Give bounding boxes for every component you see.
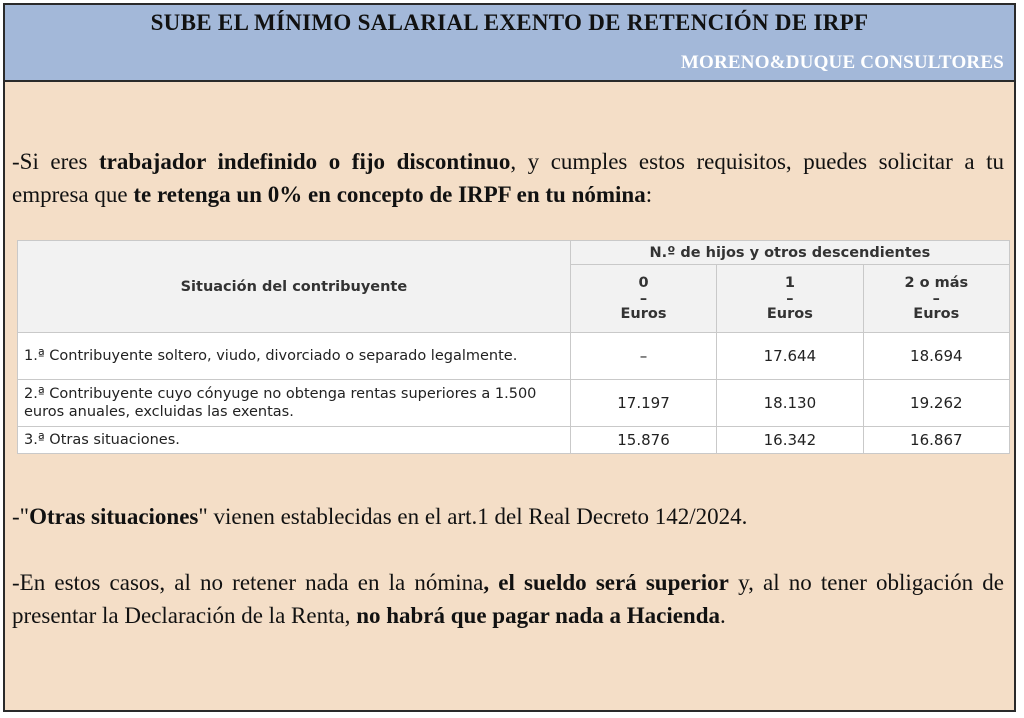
column-dash: – bbox=[786, 290, 794, 307]
value-cell: 19.262 bbox=[863, 380, 1009, 427]
note2-bold-1: , el sueldo será superior bbox=[483, 570, 729, 595]
intro-bold-1: trabajador indefinido o fijo discontinuo bbox=[99, 149, 511, 174]
note-other-situations bbox=[12, 500, 1004, 533]
column-unit: Euros bbox=[913, 305, 960, 322]
column-dash: – bbox=[639, 290, 648, 307]
note-consequences bbox=[12, 566, 1004, 632]
children-column-header: N.º de hijos y otros descendientes bbox=[570, 241, 1009, 265]
intro-paragraph bbox=[12, 145, 1004, 211]
page-title: SUBE EL MÍNIMO SALARIAL EXENTO DE RETENCIÓN DE IRPF bbox=[150, 10, 869, 35]
value-cell: – bbox=[570, 333, 716, 380]
note2-text-1: -En estos casos, al no retener nada en la nómina bbox=[12, 570, 484, 595]
situation-column-header: Situación del contribuyente bbox=[18, 241, 571, 333]
note2-text-2: y, al no tener obligación de presentar la Declaración de la Renta, bbox=[12, 570, 1004, 628]
intro-text-3: : bbox=[645, 182, 653, 207]
header-band bbox=[5, 5, 1014, 82]
column-unit: Euros bbox=[766, 305, 813, 322]
value-cell: 18.694 bbox=[863, 333, 1009, 380]
value-cell: 18.130 bbox=[717, 380, 863, 427]
children-count: 2 o más bbox=[904, 274, 969, 291]
situation-cell: 1.ª Contribuyente soltero, viudo, divorciado o separado legalmente. bbox=[18, 333, 571, 380]
tax-table-container bbox=[17, 240, 1010, 454]
column-dash: – bbox=[932, 290, 940, 307]
value-cell: 17.644 bbox=[717, 333, 863, 380]
value-cell: 17.197 bbox=[570, 380, 716, 427]
children-column-1 bbox=[717, 265, 863, 333]
table-row bbox=[18, 427, 1010, 454]
note2-bold-2: no habrá que pagar nada a Hacienda bbox=[356, 603, 721, 628]
table-row bbox=[18, 380, 1010, 427]
value-cell: 15.876 bbox=[570, 427, 716, 454]
situation-cell: 2.ª Contribuyente cuyo cónyuge no obtenga rentas superiores a 1.500 euros anuales, excluidas las exentas. bbox=[18, 380, 571, 427]
intro-text-2: , y cumples estos requisitos, puedes solicitar a tu empresa que bbox=[12, 149, 1004, 207]
tax-table bbox=[17, 240, 1010, 454]
intro-text-1: -Si eres bbox=[12, 149, 99, 174]
children-column-2 bbox=[863, 265, 1009, 333]
table-row bbox=[18, 333, 1010, 380]
children-column-0 bbox=[570, 265, 716, 333]
intro-bold-2: te retenga un 0% en concepto de IRPF en tu nómina bbox=[133, 182, 646, 207]
column-unit: Euros bbox=[620, 305, 667, 322]
value-cell: 16.867 bbox=[863, 427, 1009, 454]
children-count: 0 bbox=[638, 274, 649, 291]
company-name: MORENO&DUQUE CONSULTORES bbox=[680, 52, 1004, 73]
situation-cell: 3.ª Otras situaciones. bbox=[18, 427, 571, 454]
note1-text-1: -" bbox=[12, 504, 30, 529]
children-count: 1 bbox=[784, 274, 795, 291]
note1-text-2: " vienen establecidas en el art.1 del Real Decreto 142/2024. bbox=[198, 504, 748, 529]
note2-text-3: . bbox=[720, 603, 726, 628]
value-cell: 16.342 bbox=[717, 427, 863, 454]
table-header-row bbox=[18, 241, 1010, 265]
note1-bold: Otras situaciones bbox=[29, 504, 199, 529]
